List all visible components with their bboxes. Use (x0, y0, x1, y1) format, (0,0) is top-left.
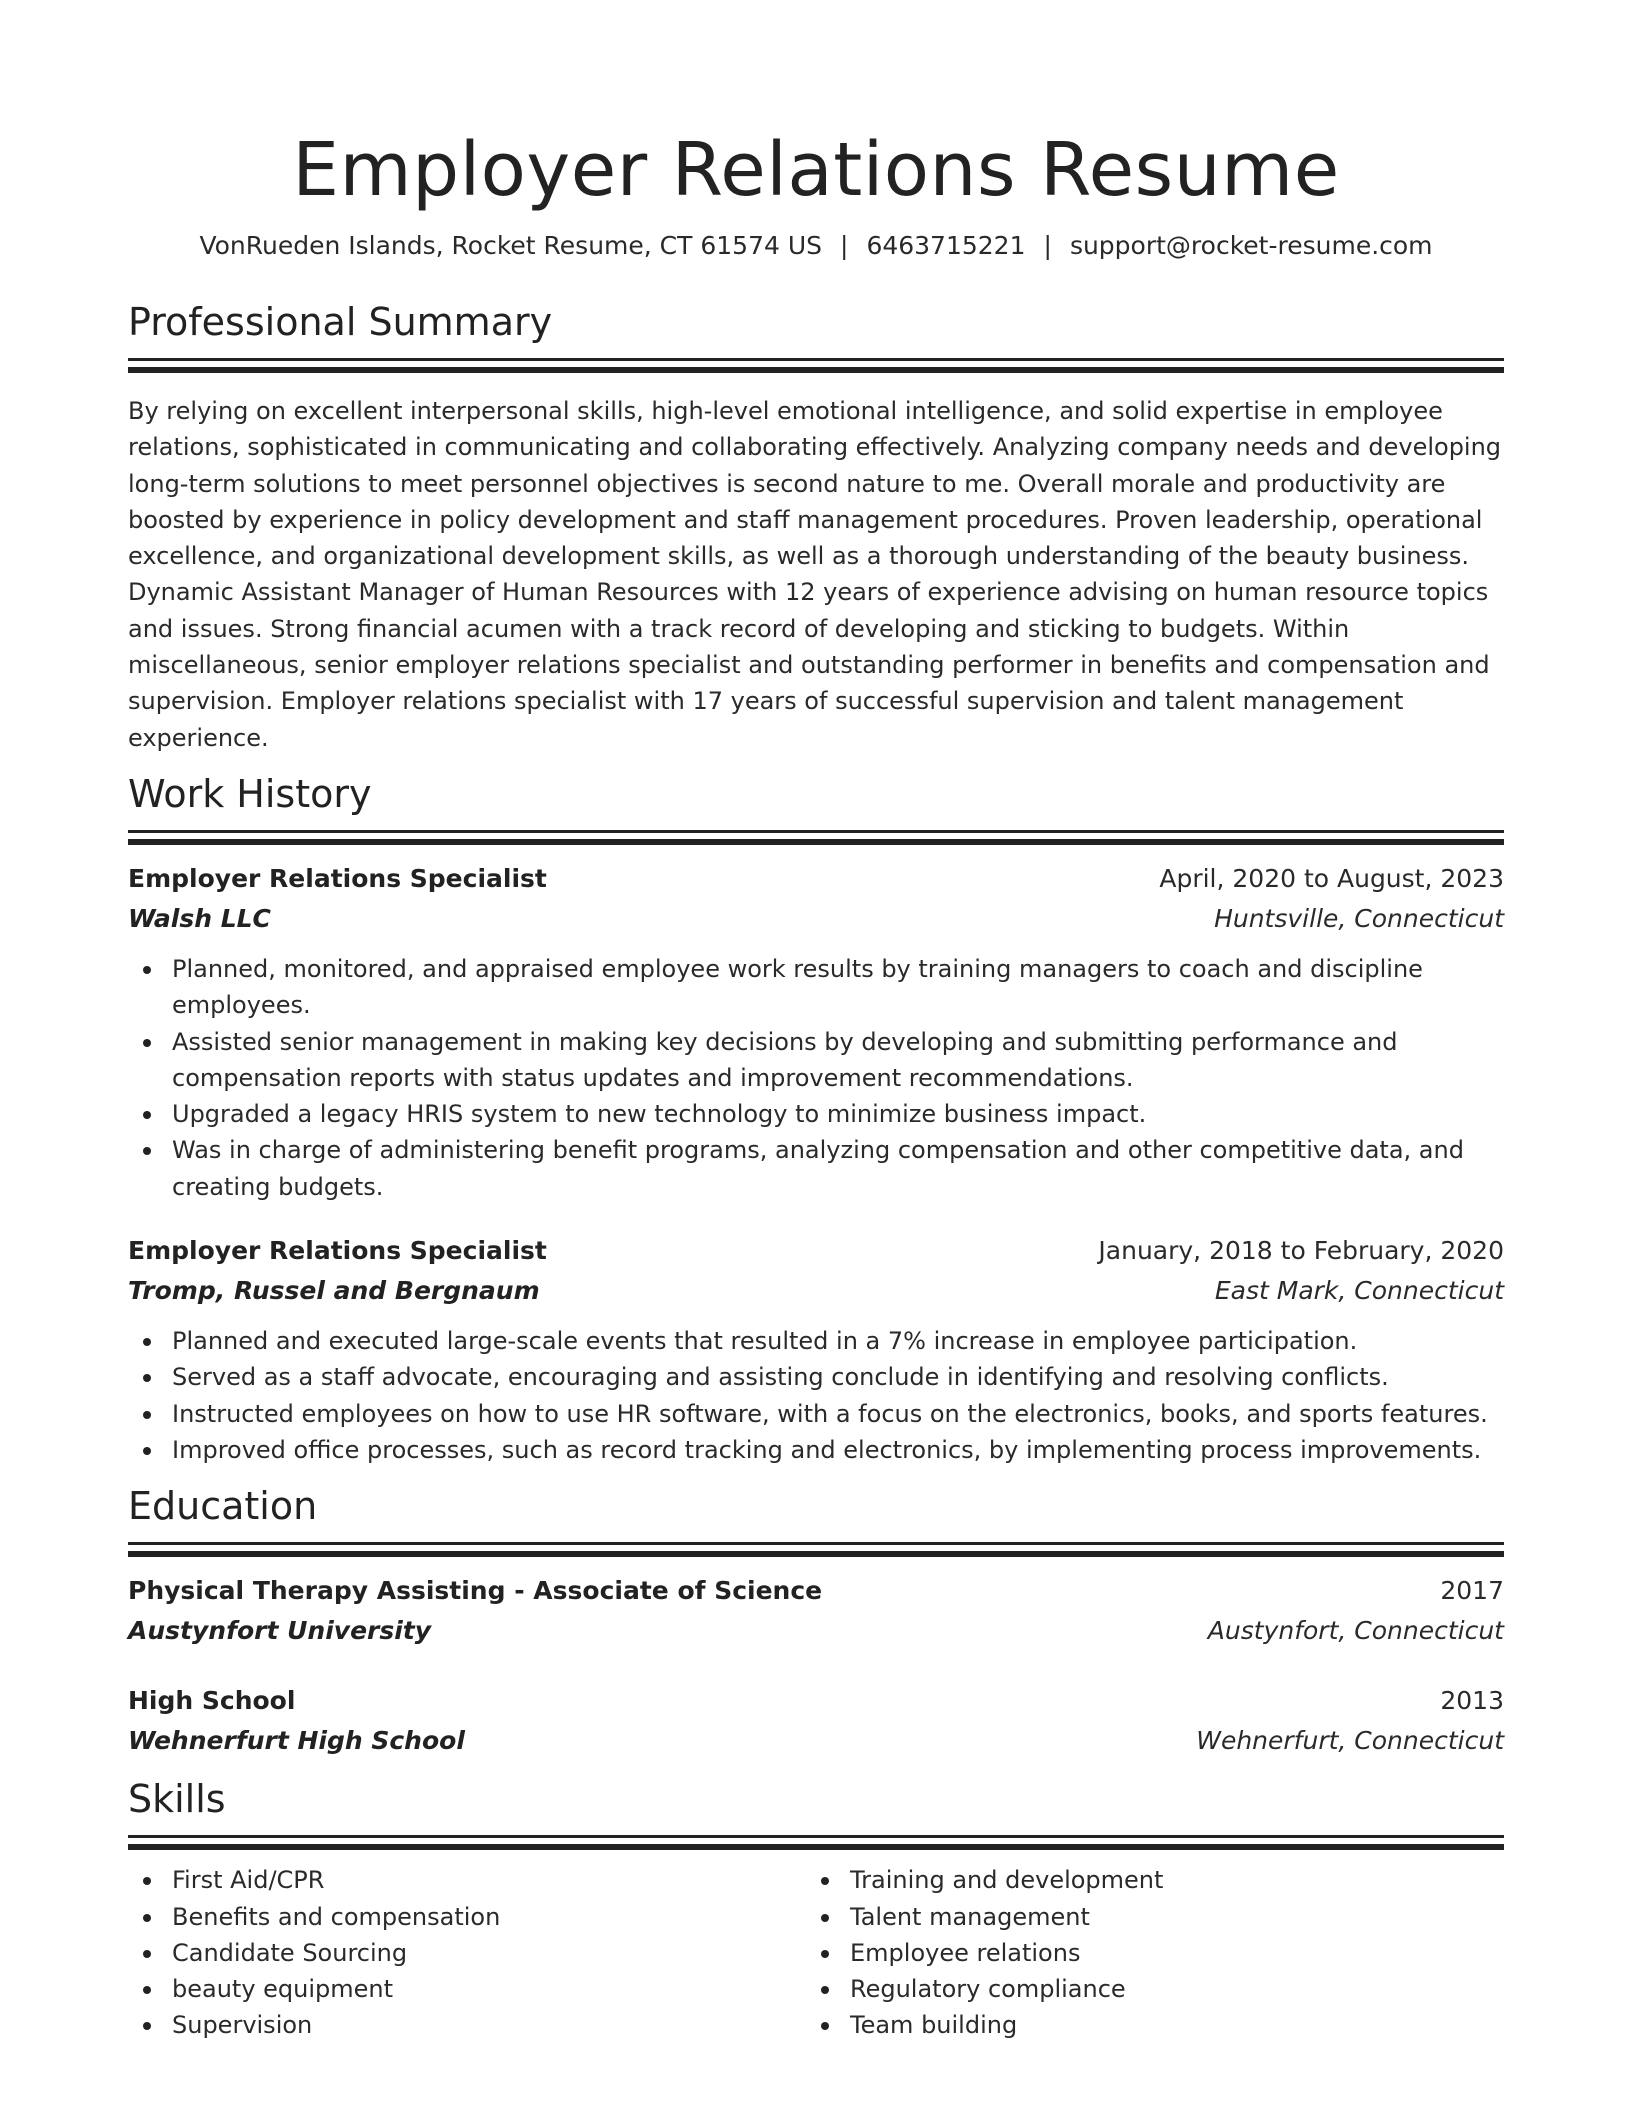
skill-item: beauty equipment (128, 1971, 806, 2007)
job-bullets (128, 951, 1504, 1205)
list-item: Assisted senior management in making key decisions by developing and submitting performance and compensation reports with status updates and improvement recommendations. (128, 1024, 1504, 1097)
education-degree: Physical Therapy Assisting - Associate of Science (128, 1576, 823, 1606)
job-subheader (128, 1271, 1504, 1311)
skill-item: Training and development (806, 1862, 1484, 1898)
list-item: Was in charge of administering benefit programs, analyzing compensation and other competitive data, and creating budgets. (128, 1132, 1504, 1205)
section-divider (128, 830, 1504, 833)
job-dates: April, 2020 to August, 2023 (1159, 863, 1504, 893)
section-divider (128, 358, 1504, 361)
job-company: Walsh LLC (128, 903, 271, 933)
education-year: 2013 (1440, 1686, 1504, 1716)
skills-grid (128, 1862, 1504, 2043)
education-subheader (128, 1611, 1504, 1651)
education-subheader (128, 1721, 1504, 1761)
education-year: 2017 (1440, 1576, 1504, 1606)
section-divider (128, 1835, 1504, 1838)
skill-item: Benefits and compensation (128, 1899, 806, 1935)
job-bullets (128, 1323, 1504, 1468)
skill-item: Employee relations (806, 1935, 1484, 1971)
education-entry (128, 1571, 1504, 1651)
resume-page (128, 0, 1504, 2044)
skill-item: Candidate Sourcing (128, 1935, 806, 1971)
education-header (128, 1681, 1504, 1721)
contact-address: VonRueden Islands, Rocket Resume, CT 61574 US (199, 231, 822, 260)
job-title: Employer Relations Specialist (128, 863, 547, 893)
contact-separator: | (1043, 231, 1052, 260)
list-item: Instructed employees on how to use HR software, with a focus on the electronics, books, and sports features. (128, 1396, 1504, 1432)
job-entry (128, 859, 1504, 1205)
skill-item: Regulatory compliance (806, 1971, 1484, 2007)
skill-item: Team building (806, 2007, 1484, 2043)
contact-line (128, 230, 1504, 262)
education-school: Austynfort University (128, 1616, 432, 1646)
contact-separator: | (840, 231, 849, 260)
education-school: Wehnerfurt High School (128, 1726, 465, 1756)
list-item: Upgraded a legacy HRIS system to new technology to minimize business impact. (128, 1096, 1504, 1132)
list-item: Improved office processes, such as record tracking and electronics, by implementing process improvements. (128, 1432, 1504, 1468)
summary-text: By relying on excellent interpersonal skills, high-level emotional intelligence, and solid expertise in employee relations, sophisticated in communicating and collaborating effectively. Analyzing company needs and developing long-term solutions to meet personnel objectives is second nature to me. Overall morale and productivity are boosted by experience in policy development and staff management procedures. Proven leadership, operational excellence, and organizational development skills, as well as a thorough understanding of the beauty business. Dynamic Assistant Manager of Human Resources with 12 years of experience advising on human resource topics and issues. Strong financial acumen with a track record of developing and sticking to budgets. Within miscellaneous, senior employer relations specialist and outstanding performer in benefits and compensation and supervision. Employer relations specialist with 17 years of successful supervision and talent management experience. (128, 397, 1502, 752)
section-title-skills: Skills (128, 1777, 226, 1822)
job-dates: January, 2018 to February, 2020 (1098, 1236, 1504, 1266)
job-header (128, 859, 1504, 899)
education-location: Austynfort, Connecticut (1207, 1616, 1504, 1646)
section-title-education: Education (128, 1484, 318, 1529)
skill-item: First Aid/CPR (128, 1862, 806, 1898)
education-header (128, 1571, 1504, 1611)
contact-phone: 6463715221 (866, 231, 1026, 260)
section-divider (128, 1551, 1504, 1557)
section-divider (128, 839, 1504, 845)
job-location: Huntsville, Connecticut (1214, 903, 1504, 933)
skills-column-left (128, 1862, 806, 2043)
education-location: Wehnerfurt, Connecticut (1196, 1726, 1504, 1756)
section-divider (128, 1844, 1504, 1850)
education-degree: High School (128, 1686, 296, 1716)
skills-column-right (806, 1862, 1484, 2043)
section-divider (128, 1542, 1504, 1545)
list-item: Planned, monitored, and appraised employee work results by training managers to coach and discipline employees. (128, 951, 1504, 1024)
job-title: Employer Relations Specialist (128, 1236, 547, 1266)
job-subheader (128, 899, 1504, 939)
list-item: Served as a staff advocate, encouraging and assisting conclude in identifying and resolving conflicts. (128, 1359, 1504, 1395)
skill-item: Talent management (806, 1899, 1484, 1935)
skill-item: Supervision (128, 2007, 806, 2043)
job-company: Tromp, Russel and Bergnaum (128, 1276, 540, 1306)
section-title-summary: Professional Summary (128, 300, 553, 344)
education-entry (128, 1681, 1504, 1761)
list-item: Planned and executed large-scale events that resulted in a 7% increase in employee participation. (128, 1323, 1504, 1359)
job-entry (128, 1231, 1504, 1468)
resume-title: Employer Relations Resume (292, 127, 1340, 213)
section-title-work: Work History (128, 771, 372, 816)
job-location: East Mark, Connecticut (1214, 1276, 1504, 1306)
contact-email: support@rocket-resume.com (1069, 231, 1433, 260)
section-divider (128, 367, 1504, 373)
job-header (128, 1231, 1504, 1271)
